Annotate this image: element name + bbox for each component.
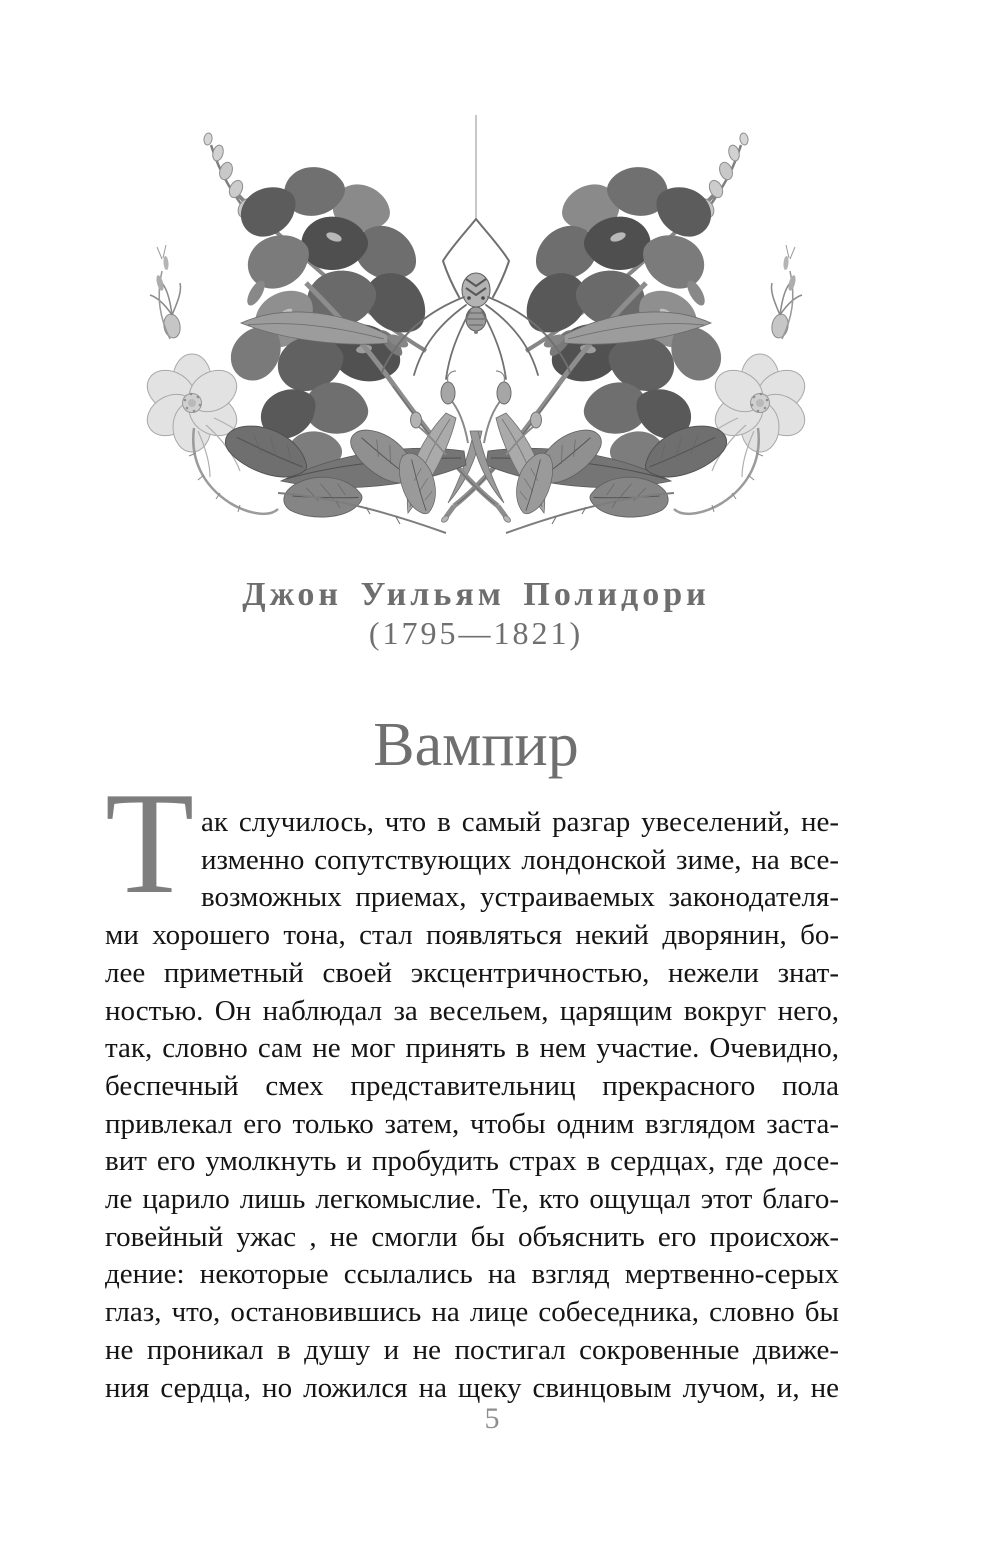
left-bouquet-mirror bbox=[140, 132, 512, 533]
author-years: (1795—1821) bbox=[368, 615, 584, 651]
text-line: дение: некоторые ссылались на взгляд мертвенно-серых bbox=[105, 1258, 839, 1291]
text-line: лее приметный своей эксцентричностью, нежели знат- bbox=[105, 956, 839, 989]
text-line: возможных приемах, устраиваемых законодателя- bbox=[201, 881, 839, 914]
text-line: изменно сопутствующих лондонской зиме, на все- bbox=[201, 843, 839, 876]
text-line: вит его умолкнуть и пробудить страх в сердцах, где досе- bbox=[105, 1145, 839, 1178]
drop-cap: Т bbox=[105, 762, 195, 924]
text-line: ния сердца, но ложился на щеку свинцовым лучом, и, не bbox=[105, 1371, 839, 1404]
text-line: беспечный смех представительниц прекрасного пола bbox=[105, 1069, 839, 1102]
botanical-vignette bbox=[86, 113, 866, 548]
text-line: говейный ужас , не смогли бы объяснить его происхож- bbox=[105, 1220, 839, 1253]
text-line: ностью. Он наблюдал за весельем, царящим вокруг него, bbox=[105, 994, 839, 1027]
page-number: 5 bbox=[484, 1402, 500, 1435]
text-line: ак случилось, что в самый разгар увеселений, не- bbox=[201, 806, 839, 838]
text-line: ми хорошего тона, стал появляться некий дворянин, бо- bbox=[105, 919, 839, 952]
botanical-vignette-svg bbox=[86, 113, 866, 548]
author-name: Джон Уильям Полидори bbox=[242, 576, 710, 613]
story-title: Вампир bbox=[373, 711, 579, 779]
text-line: так, словно сам не мог принять в нем участие. Очевидно, bbox=[105, 1032, 839, 1065]
text-line: глаз, что, остановившись на лице собеседника, словно бы bbox=[105, 1296, 839, 1329]
text-line: не проникал в душу и не постигал сокровенные движе- bbox=[105, 1333, 839, 1366]
text-line: привлекал его только затем, чтобы одним взглядом заста- bbox=[105, 1107, 839, 1140]
text-line: ле царило лишь легкомыслие. Те, кто ощущал этот благо- bbox=[105, 1183, 839, 1216]
body-text bbox=[105, 762, 839, 1407]
right-bouquet bbox=[440, 132, 812, 533]
